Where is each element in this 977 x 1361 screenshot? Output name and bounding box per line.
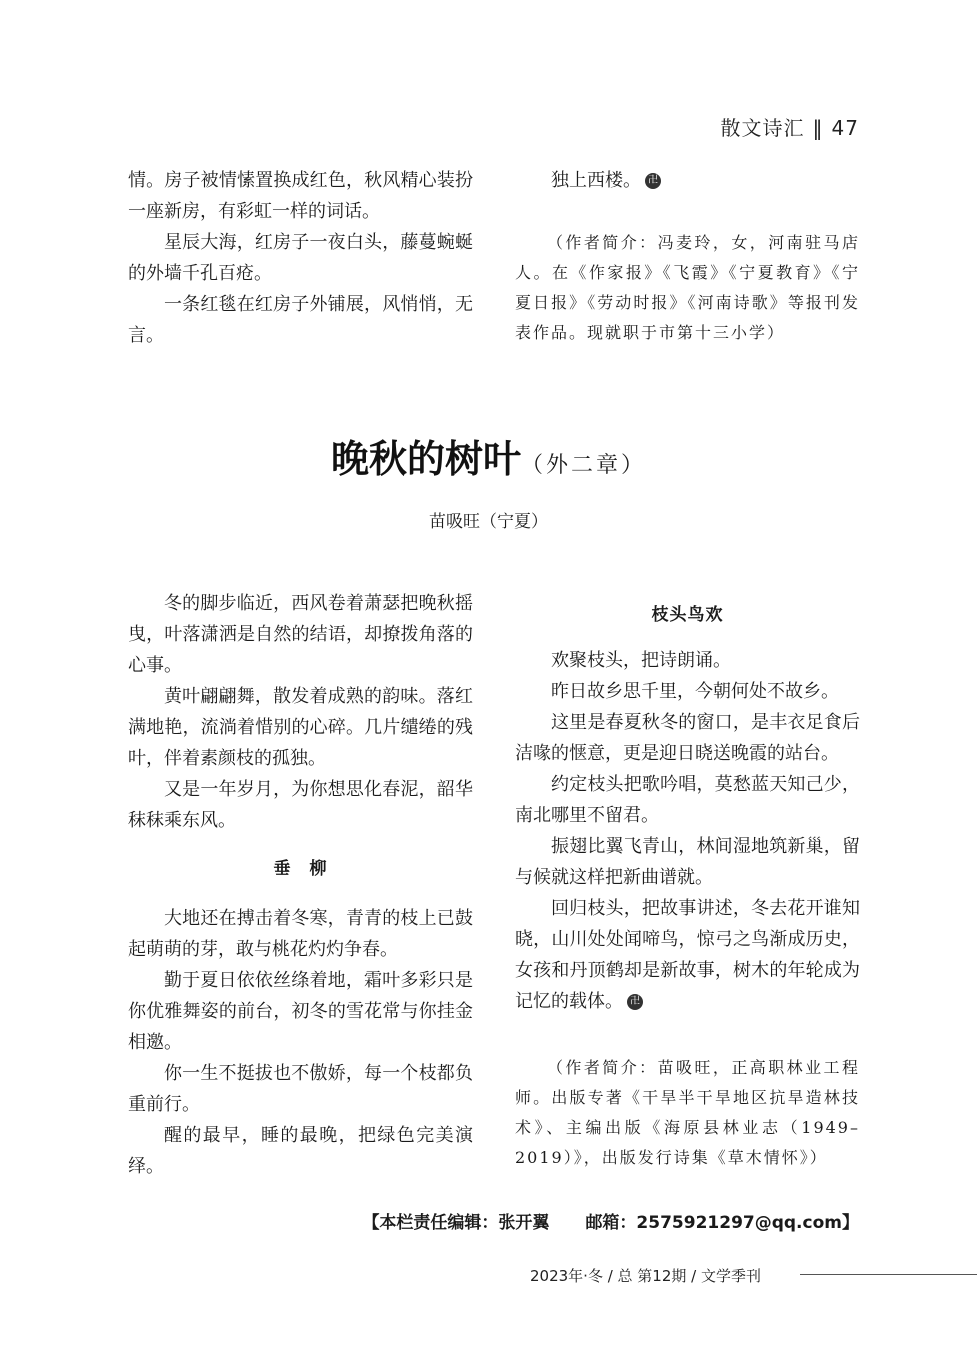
end-mark-icon: 卍 bbox=[627, 994, 643, 1010]
closing-text: 独上西楼。 bbox=[551, 170, 641, 191]
paragraph: 情。房子被情愫置换成红色，秋风精心装扮一座新房，有彩虹一样的词话。 bbox=[128, 170, 473, 222]
paragraph: 欢聚枝头，把诗朗诵。 bbox=[551, 650, 731, 671]
paragraph: 又是一年岁月，为你想思化春泥，韶华秣秣乘东风。 bbox=[128, 779, 473, 831]
author-name: 苗吸旺 bbox=[429, 512, 480, 532]
paragraph: 这里是春夏秋冬的窗口，是丰衣足食后洁喙的惬意，更是迎日晓送晚霞的站台。 bbox=[515, 712, 860, 764]
page-number: 47 bbox=[831, 116, 859, 140]
paragraph: 昨日故乡思千里，今朝何处不故乡。 bbox=[551, 681, 839, 702]
closing-line bbox=[515, 165, 860, 196]
paragraph: 勤于夏日依依丝绦着地，霜叶多彩只是你优雅舞姿的前台，初冬的雪花常与你挂金相邀。 bbox=[128, 970, 473, 1053]
paragraph: 振翅比翼飞青山，林间湿地筑新巢，留与候就这样把新曲谱就。 bbox=[515, 836, 860, 888]
page-footer: 2023年·冬 / 总 第12期 / 文学季刊 bbox=[530, 1267, 761, 1285]
paragraph: 大地还在搏击着冬寒，青青的枝上已鼓起萌萌的芽，敢与桃花灼灼争春。 bbox=[128, 908, 473, 960]
prev-article-right-column bbox=[515, 165, 860, 348]
paragraph: 醒的最早，睡的最晚，把绿色完美演绎。 bbox=[128, 1125, 473, 1177]
title-subtitle: （外二章） bbox=[521, 453, 647, 478]
paragraph: 约定枝头把歌吟唱，莫愁蓝天知己少，南北哪里不留君。 bbox=[515, 774, 860, 826]
section-heading-chuiliu: 垂 柳 bbox=[273, 859, 328, 879]
section-heading-zhitou: 枝头鸟欢 bbox=[651, 605, 724, 625]
paragraph: 你一生不挺拔也不傲娇，每一个枝都负重前行。 bbox=[128, 1063, 473, 1115]
paragraph: 星辰大海，红房子一夜白头，藤蔓蜿蜒的外墙千孔百疮。 bbox=[128, 232, 473, 284]
editor-label: 【本栏责任编辑：张开翼 bbox=[362, 1213, 550, 1233]
author-region: （宁夏） bbox=[480, 512, 548, 532]
paragraph: 黄叶翩翩舞，散发着成熟的韵味。落红满地艳，流淌着惜别的心碎。几片缱绻的残叶，伴着素颜枝的孤独。 bbox=[128, 686, 473, 769]
paragraph: 一条红毯在红房子外铺展，风悄悄，无言。 bbox=[128, 294, 473, 346]
article-right-column bbox=[515, 600, 860, 1173]
article-title bbox=[0, 428, 977, 483]
editor-email: 邮箱：2575921297@qq.com】 bbox=[585, 1213, 859, 1233]
paragraph: 冬的脚步临近，西风卷着萧瑟把晚秋摇曳，叶落潇洒是自然的结语，却撩拨角落的心事。 bbox=[128, 593, 473, 676]
paragraph-text: 回归枝头，把故事讲述，冬去花开谁知晓，山川处处闻啼鸟，惊弓之鸟渐成历史，女孩和丹顶鹤却是新故事，树木的年轮成为记忆的载体。 bbox=[515, 898, 860, 1012]
header-separator: ‖ bbox=[812, 116, 824, 140]
column-editor bbox=[362, 1208, 859, 1233]
title-main: 晚秋的树叶 bbox=[330, 436, 521, 481]
author-bio: （作者简介：苗吸旺，正高职林业工程师。出版专著《干旱半干旱地区抗旱造林技术》、主编出版《海原县林业志（1949–2019）》，出版发行诗集《草木情怀》） bbox=[515, 1058, 860, 1167]
footer-rule bbox=[800, 1274, 977, 1275]
last-paragraph bbox=[515, 893, 860, 1017]
article-left-column bbox=[128, 588, 473, 1182]
author-bio: （作者简介：冯麦玲，女，河南驻马店人。在《作家报》《飞霞》《宁夏教育》《宁夏日报》《劳动时报》《河南诗歌》等报刊发表作品。现就职于市第十三小学） bbox=[515, 233, 860, 342]
page-header bbox=[721, 112, 859, 141]
end-mark-icon: 卍 bbox=[645, 173, 661, 189]
section-title: 散文诗汇 bbox=[720, 116, 805, 140]
prev-article-left-column bbox=[128, 165, 473, 351]
article-author bbox=[0, 507, 977, 532]
